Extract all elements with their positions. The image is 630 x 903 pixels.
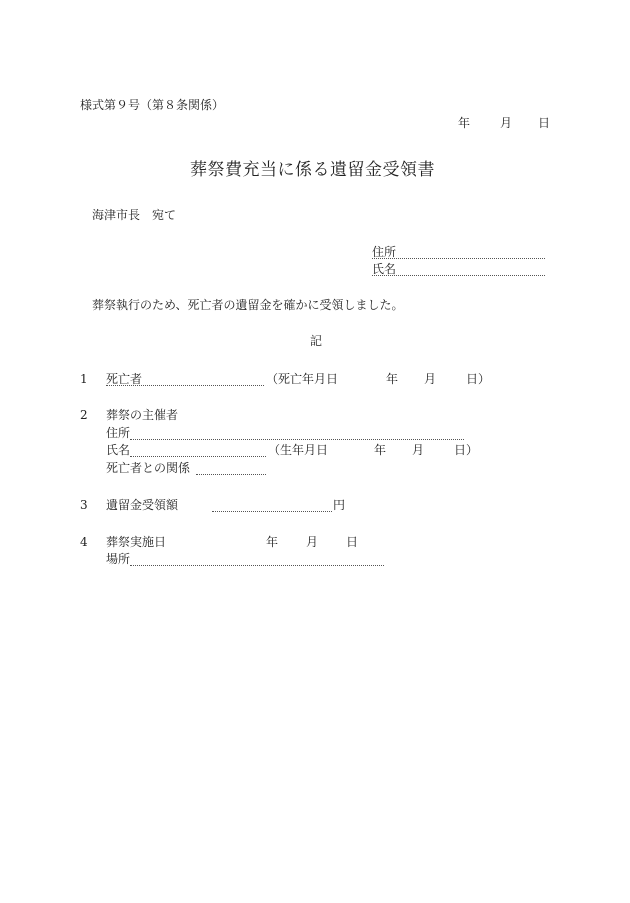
item-4-number: 4 [80,535,88,549]
amount-unit: 円 [333,498,346,512]
deceased-line [106,385,264,386]
death-date-label: （死亡年月日 [266,372,339,386]
funeral-date-label: 葬祭実施日 [106,535,167,549]
organizer-address-label: 住所 [106,426,131,440]
organizer-address-line [130,439,464,440]
birth-day-label: 日） [454,443,479,457]
date-month-label: 月 [500,116,513,130]
birth-month-label: 月 [412,443,425,457]
applicant-address-line [372,258,545,259]
item-3-number: 3 [80,498,88,512]
death-day-label: 日） [466,372,491,386]
death-year-label: 年 [386,372,399,386]
form-number: 様式第９号（第８条関係） [80,98,225,112]
birth-year-label: 年 [374,443,387,457]
statement: 葬祭執行のため、死亡者の遺留金を確かに受領しました。 [92,298,404,312]
funeral-month-label: 月 [306,535,319,549]
funeral-place-label: 場所 [106,552,131,566]
death-month-label: 月 [424,372,437,386]
item-2-number: 2 [80,408,88,422]
date-year-label: 年 [458,116,471,130]
organizer-name-label: 氏名 [106,443,131,457]
birth-date-label: （生年月日 [268,443,329,457]
applicant-address-label: 住所 [372,245,397,259]
funeral-place-line [130,565,384,566]
amount-label: 遺留金受領額 [106,498,179,512]
applicant-name-label: 氏名 [372,262,397,276]
funeral-day-label: 日 [346,535,359,549]
relation-line [196,474,266,475]
applicant-name-line [372,275,545,276]
funeral-year-label: 年 [266,535,279,549]
ki-heading: 記 [310,334,323,348]
item-1-number: 1 [80,372,88,386]
relation-label: 死亡者との関係 [106,461,191,475]
document-title: 葬祭費充当に係る遺留金受領書 [190,160,435,180]
addressee: 海津市長 宛て [92,208,177,222]
deceased-label: 死亡者 [106,372,143,386]
organizer-label: 葬祭の主催者 [106,408,179,422]
date-day-label: 日 [538,116,551,130]
amount-line [212,511,332,512]
organizer-name-line [130,456,266,457]
